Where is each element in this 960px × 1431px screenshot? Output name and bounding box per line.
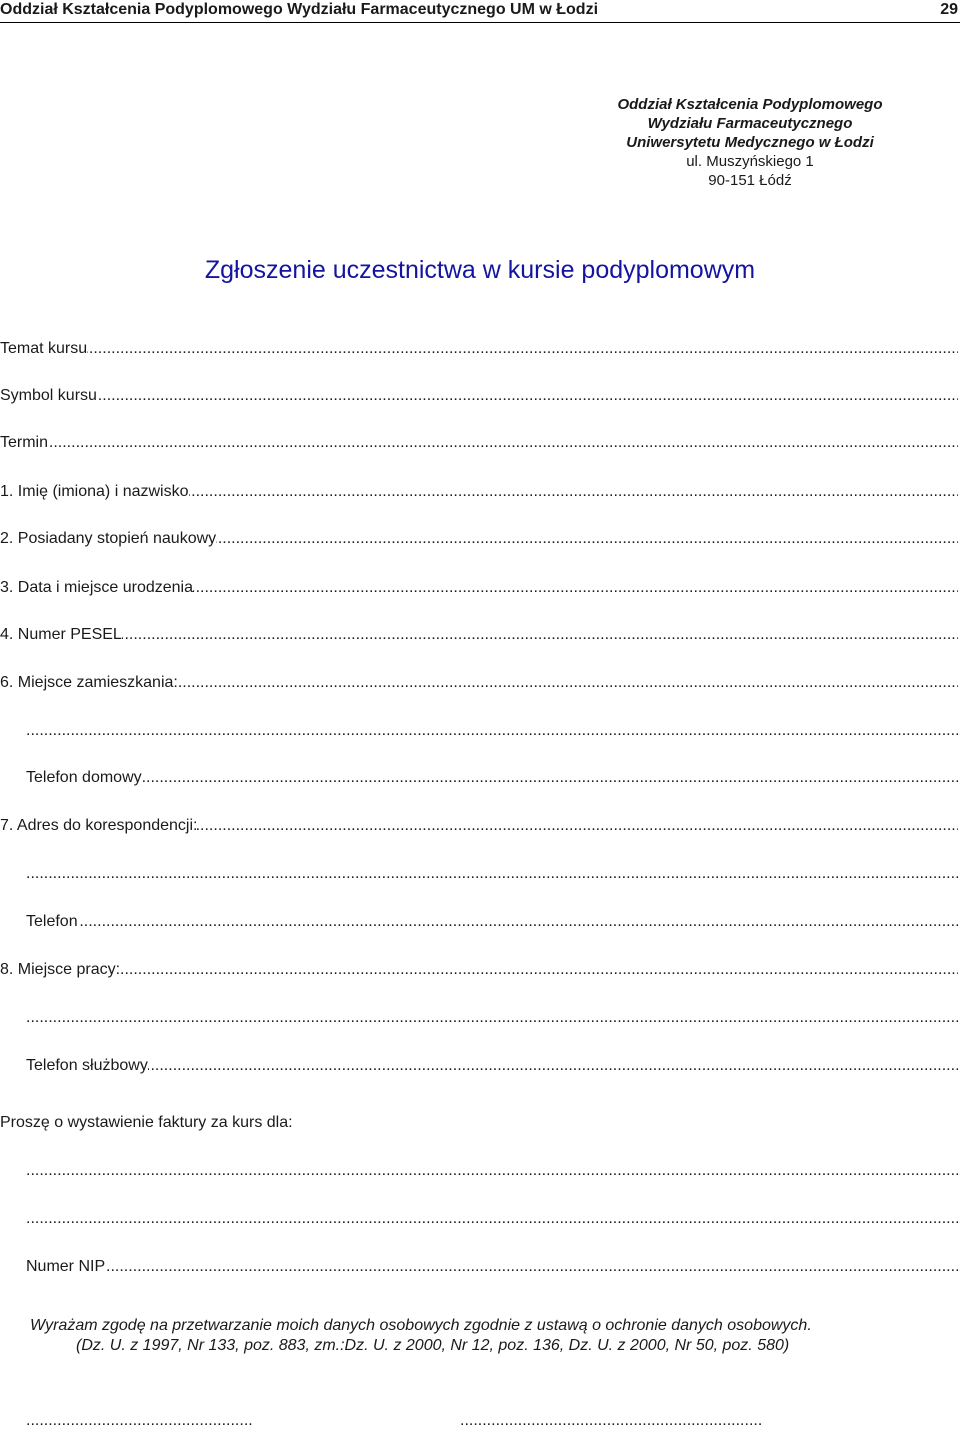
field-pesel-dots bbox=[0, 624, 958, 646]
field-workplace-continuation[interactable] bbox=[26, 1007, 958, 1029]
address-line-5: 90-151 Łódź bbox=[708, 172, 792, 189]
field-term-label: Termin bbox=[0, 434, 49, 451]
field-course-topic-label: Temat kursu bbox=[0, 340, 88, 357]
recipient-address bbox=[560, 95, 940, 190]
field-workplace-label: 8. Miejsce pracy: bbox=[0, 961, 121, 978]
address-line-2: Wydziału Farmaceutycznego bbox=[647, 115, 853, 132]
field-pesel-label: 4. Numer PESEL bbox=[0, 626, 122, 643]
field-invoice-line-1[interactable] bbox=[26, 1160, 958, 1182]
field-nip-label: Numer NIP bbox=[26, 1258, 106, 1275]
field-term-dots bbox=[0, 432, 958, 454]
signature-line[interactable]: .................................................................... bbox=[460, 1412, 763, 1429]
field-degree[interactable] bbox=[0, 528, 958, 550]
signature-date-line[interactable]: ................................................... bbox=[26, 1412, 253, 1429]
field-work-phone[interactable] bbox=[26, 1055, 958, 1077]
field-course-symbol-label: Symbol kursu bbox=[0, 387, 97, 404]
field-pesel[interactable] bbox=[0, 624, 958, 646]
consent-line-1: Wyrażam zgodę na przetwarzanie moich danych osobowych zgodnie z ustawą o ochronie danych osobowych. bbox=[30, 1317, 812, 1334]
field-workplace-dots bbox=[0, 959, 958, 981]
field-residence-continuation-dots bbox=[26, 720, 958, 742]
invoice-label: Proszę o wystawienie faktury za kurs dla: bbox=[0, 1114, 293, 1131]
header-title: Oddział Kształcenia Podyplomowego Wydziału Farmaceutycznego UM w Łodzi bbox=[0, 1, 599, 18]
field-birth[interactable] bbox=[0, 577, 958, 599]
field-term[interactable] bbox=[0, 432, 958, 454]
field-work-phone-label: Telefon służbowy bbox=[26, 1057, 148, 1074]
field-course-symbol[interactable] bbox=[0, 385, 958, 407]
field-phone-label: Telefon bbox=[26, 913, 78, 930]
field-course-topic[interactable] bbox=[0, 338, 958, 360]
field-work-phone-dots bbox=[26, 1055, 958, 1077]
field-nip[interactable] bbox=[26, 1256, 958, 1278]
form-title: Zgłoszenie uczestnictwa w kursie podyplomowym bbox=[204, 256, 756, 284]
field-correspondence-continuation-dots bbox=[26, 863, 958, 885]
field-residence-label: 6. Miejsce zamieszkania: bbox=[0, 674, 178, 691]
field-residence-continuation[interactable] bbox=[26, 720, 958, 742]
field-residence[interactable] bbox=[0, 672, 958, 694]
field-course-topic-dots bbox=[0, 338, 958, 360]
field-invoice-line-1-dots bbox=[26, 1160, 958, 1182]
field-home-phone-label: Telefon domowy bbox=[26, 769, 142, 786]
field-name-label: 1. Imię (imiona) i nazwisko bbox=[0, 483, 189, 500]
field-invoice-line-2-dots bbox=[26, 1208, 958, 1230]
page-header bbox=[0, 0, 960, 23]
page-number: 29 bbox=[940, 1, 958, 18]
field-home-phone[interactable] bbox=[26, 767, 958, 789]
field-course-symbol-dots bbox=[0, 385, 958, 407]
field-degree-label: 2. Posiadany stopień naukowy bbox=[0, 530, 217, 547]
field-name[interactable] bbox=[0, 481, 958, 503]
field-phone[interactable] bbox=[26, 911, 958, 933]
field-home-phone-dots bbox=[26, 767, 958, 789]
field-phone-dots bbox=[26, 911, 958, 933]
field-correspondence-label: 7. Adres do korespondencji: bbox=[0, 817, 198, 834]
field-correspondence-continuation[interactable] bbox=[26, 863, 958, 885]
field-birth-label: 3. Data i miejsce urodzenia bbox=[0, 579, 193, 596]
field-workplace[interactable] bbox=[0, 959, 958, 981]
consent-line-2: (Dz. U. z 1997, Nr 133, poz. 883, zm.:Dz. U. z 2000, Nr 12, poz. 136, Dz. U. z 2000, Nr 50, poz. 580) bbox=[76, 1337, 790, 1354]
address-line-4: ul. Muszyńskiego 1 bbox=[686, 153, 814, 170]
field-nip-dots bbox=[26, 1256, 958, 1278]
address-line-3: Uniwersytetu Medycznego w Łodzi bbox=[626, 134, 874, 151]
field-invoice-line-2[interactable] bbox=[26, 1208, 958, 1230]
address-line-1: Oddział Kształcenia Podyplomowego bbox=[617, 96, 883, 113]
field-correspondence[interactable] bbox=[0, 815, 958, 837]
field-workplace-continuation-dots bbox=[26, 1007, 958, 1029]
